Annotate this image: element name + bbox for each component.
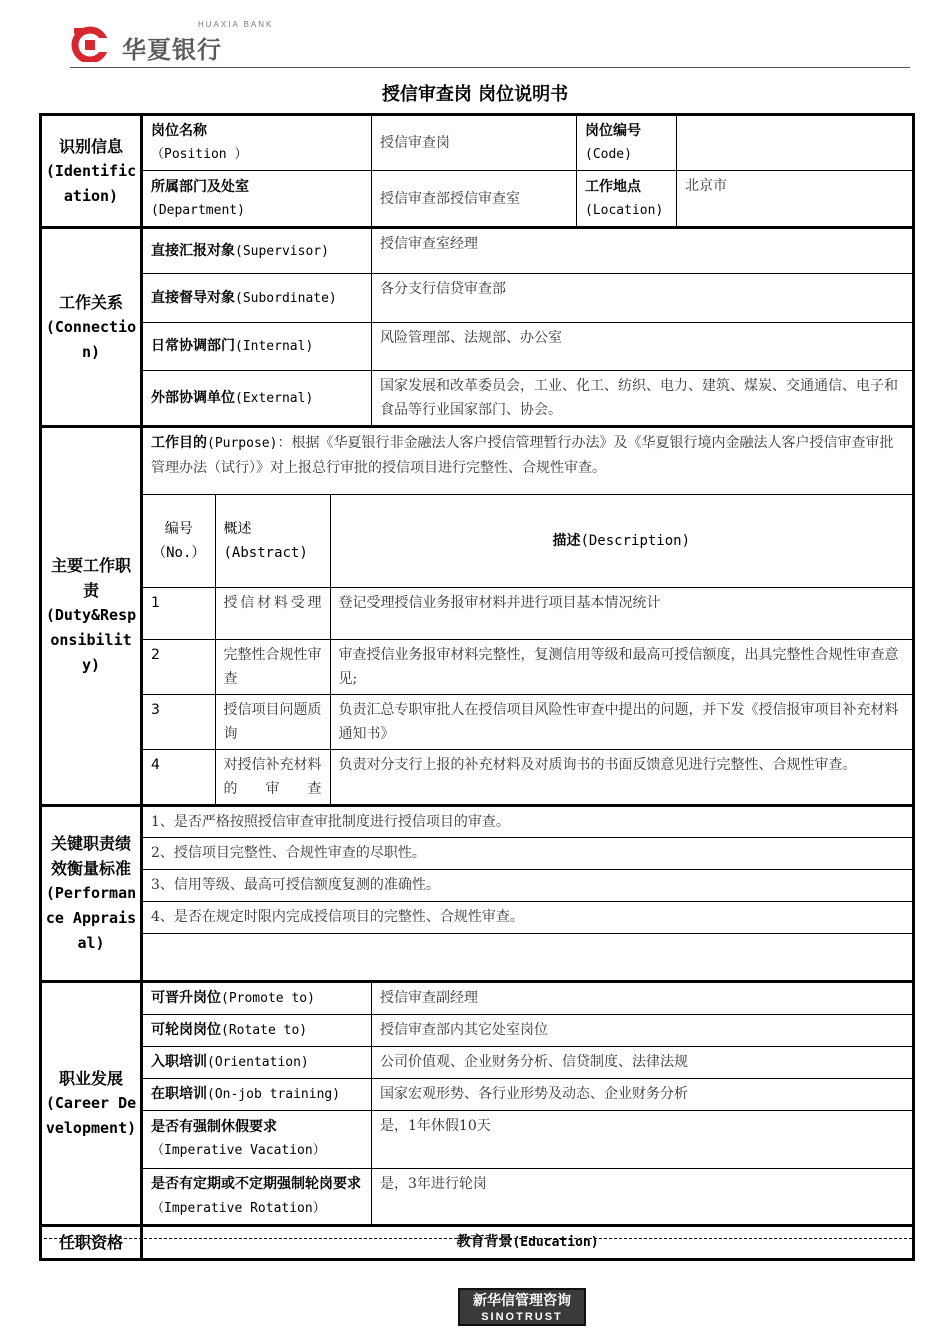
performance-row	[41, 837, 914, 869]
location-label-cell	[577, 171, 677, 228]
performance-row	[41, 805, 914, 837]
relation-value: 各分支行信贷审查部	[372, 274, 914, 323]
code-value	[677, 115, 914, 171]
location-label: 工作地点	[585, 178, 641, 195]
relation-label-cn: 日常协调部门	[151, 338, 235, 354]
position-label-cell	[142, 115, 372, 171]
duty-desc: 登记受理授信业务报审材料并进行项目基本情况统计	[330, 587, 912, 639]
desc-header-cn: 描述	[552, 532, 581, 549]
career-value: 是，1年休假10天	[372, 1110, 914, 1168]
duties-table-cell	[142, 495, 914, 806]
section-title-en: (Career Development)	[45, 1093, 137, 1137]
duties-table	[143, 495, 912, 804]
career-label-en: (Promote to)	[221, 990, 315, 1006]
section-title-en: (Connection)	[45, 317, 137, 361]
relation-label-en: (Subordinate)	[235, 290, 337, 306]
duty-desc: 审查授信业务报审材料完整性，复测信用等级和最高可授信额度，出具完整性合规性审查意见;	[330, 639, 912, 694]
duty-row	[143, 694, 912, 749]
career-value: 国家宏观形势、各行业形势及动态、企业财务分析	[372, 1078, 914, 1110]
section-title-en: (Performance Appraisal)	[45, 883, 137, 952]
performance-section-label	[41, 805, 142, 981]
department-label: 所属部门及处室	[151, 178, 249, 195]
desc-header-en: (Description)	[580, 532, 691, 549]
career-row	[41, 981, 914, 1014]
relations-section-label	[41, 228, 142, 427]
relations-row	[41, 323, 914, 371]
qualification-row	[41, 1225, 914, 1259]
abstract-header	[215, 495, 330, 587]
career-label-cn: 入职培训	[151, 1053, 207, 1070]
career-label-en: (Rotate to)	[221, 1022, 308, 1038]
location-value: 北京市	[677, 171, 914, 228]
department-label-cell	[142, 171, 372, 228]
performance-item: 3、信用等级、最高可授信额度复测的准确性。	[142, 869, 914, 901]
performance-row	[41, 933, 914, 981]
brand-name-en: HUAXIA BANK	[198, 20, 274, 29]
education-label: 教育背景	[456, 1233, 513, 1250]
duty-no: 3	[143, 694, 215, 749]
relations-row	[41, 371, 914, 427]
duty-abstract: 授信材料受理	[215, 587, 330, 639]
career-label	[142, 1014, 372, 1046]
duty-no: 1	[143, 587, 215, 639]
duty-desc: 负责对分支行上报的补充材料及对质询书的书面反馈意见进行完整性、合规性审查。	[330, 749, 912, 804]
performance-item	[142, 933, 914, 981]
no-header-cn: 编号	[164, 520, 193, 537]
career-row	[41, 1014, 914, 1046]
relation-label-cn: 直接汇报对象	[151, 242, 235, 259]
relation-label-en: (External)	[235, 390, 314, 406]
sinotrust-logo	[458, 1288, 586, 1326]
purpose-label-en: (Purpose)	[207, 436, 278, 451]
code-label-cell	[577, 115, 677, 171]
career-label	[142, 1046, 372, 1078]
career-label	[142, 1168, 372, 1225]
career-label	[142, 1110, 372, 1168]
performance-row	[41, 869, 914, 901]
department-value: 授信审查部授信审查室	[372, 171, 577, 228]
duty-abstract: 对授信补充材料的审查	[215, 749, 330, 804]
duties-table-row	[41, 495, 914, 806]
education-header	[142, 1225, 914, 1259]
relation-label	[142, 228, 372, 274]
education-label-en: (Education)	[512, 1234, 599, 1250]
document-title: 授信审查岗 岗位说明书	[381, 84, 569, 105]
section-title: 职业发展	[58, 1068, 123, 1088]
duty-no: 2	[143, 639, 215, 694]
code-label: 岗位编号	[585, 123, 641, 139]
desc-header	[330, 495, 912, 587]
duties-header-row	[143, 495, 912, 587]
huaxia-bank-logo-icon	[70, 26, 110, 62]
career-row	[41, 1046, 914, 1078]
location-label-en: (Location)	[585, 202, 664, 218]
duty-row	[143, 639, 912, 694]
career-section-label	[41, 981, 142, 1225]
relation-value: 风险管理部、法规部、办公室	[372, 323, 914, 371]
department-label-en: (Department)	[151, 202, 245, 218]
relations-row	[41, 274, 914, 323]
duties-section-label	[41, 427, 142, 806]
identification-section-label	[41, 115, 142, 228]
performance-item: 2、授信项目完整性、合规性审查的尽职性。	[142, 837, 914, 869]
brand-name-cn: 华夏银行	[122, 36, 222, 64]
relations-row	[41, 228, 914, 274]
no-header-en: （No.）	[152, 544, 206, 561]
duties-purpose-row	[41, 427, 914, 495]
career-label-en: （Imperative Rotation）	[151, 1200, 326, 1216]
relation-label	[142, 323, 372, 371]
code-label-en: (Code)	[585, 147, 632, 162]
duty-abstract: 授信项目问题质询	[215, 694, 330, 749]
relation-value: 国家发展和改革委员会，工业、化工、纺织、电力、建筑、煤炭、交通通信、电子和食品等行业国家部门、协会。	[372, 371, 914, 427]
career-label	[142, 1078, 372, 1110]
career-label-en: （Imperative Vacation）	[151, 1143, 326, 1158]
career-value: 公司价值观、企业财务分析、信贷制度、法律法规	[372, 1046, 914, 1078]
job-description-table	[39, 113, 915, 1261]
career-row	[41, 1110, 914, 1168]
relation-label	[142, 274, 372, 323]
duty-row	[143, 749, 912, 804]
footer-brand-en: SINOTRUST	[481, 1311, 563, 1323]
section-title: 工作关系	[58, 292, 123, 312]
performance-row	[41, 901, 914, 933]
relation-value: 授信审查室经理	[372, 228, 914, 274]
purpose-cell	[142, 427, 914, 495]
career-label-en: (On-job training)	[207, 1086, 341, 1102]
purpose-text: ：根据《华夏银行非金融法人客户授信管理暂行办法》及《华夏银行境内金融法人客户授信审查审批管理办法（试行）》对上报总行审批的授信项目进行完整性、合规性审查。	[151, 435, 894, 476]
career-row	[41, 1078, 914, 1110]
no-header	[143, 495, 215, 587]
relation-label-cn: 直接督导对象	[151, 289, 235, 306]
duty-no: 4	[143, 749, 215, 804]
duty-desc: 负责汇总专职审批人在授信项目风险性审查中提出的问题，并下发《授信报审项目补充材料通知书》	[330, 694, 912, 749]
position-label: 岗位名称	[151, 123, 207, 139]
relation-label-en: (Supervisor)	[235, 243, 329, 259]
qualification-section-label: 任职资格	[41, 1225, 142, 1259]
career-label-cn: 在职培训	[151, 1085, 207, 1102]
section-title: 主要工作职责	[50, 556, 131, 601]
career-value: 是，3年进行轮岗	[372, 1168, 914, 1225]
career-label-cn: 可晋升岗位	[151, 989, 221, 1006]
career-label-cn: 是否有定期或不定期强制轮岗要求	[151, 1175, 361, 1192]
section-title-en: (Duty&Responsibility)	[45, 606, 137, 675]
abstract-header-en: (Abstract)	[223, 544, 308, 561]
position-value: 授信审查岗	[372, 115, 577, 171]
career-row	[41, 1168, 914, 1225]
position-label-en: （Position ）	[151, 147, 248, 162]
duty-row	[143, 587, 912, 639]
section-title: 关键职责绩效衡量标准	[50, 833, 131, 878]
section-title: 识别信息	[58, 136, 123, 156]
career-value: 授信审查部内其它处室岗位	[372, 1014, 914, 1046]
performance-item: 4、是否在规定时限内完成授信项目的完整性、合规性审查。	[142, 901, 914, 933]
relation-label-en: (Internal)	[235, 339, 314, 354]
section-title-en: (Identification)	[45, 161, 137, 205]
relation-label	[142, 371, 372, 427]
abstract-header-cn: 概述	[223, 520, 252, 537]
career-value: 授信审查副经理	[372, 981, 914, 1014]
page-header	[70, 18, 910, 66]
identification-row-1	[41, 115, 914, 171]
performance-item: 1、是否严格按照授信审查审批制度进行授信项目的审查。	[142, 805, 914, 837]
footer-brand-cn: 新华信管理咨询	[473, 1293, 571, 1309]
identification-row-2	[41, 171, 914, 228]
header-divider	[70, 67, 910, 68]
page-break-line	[39, 1238, 912, 1239]
duty-abstract: 完整性合规性审查	[215, 639, 330, 694]
career-label-cn: 可轮岗岗位	[151, 1021, 221, 1038]
career-label	[142, 981, 372, 1014]
career-label-cn: 是否有强制休假要求	[151, 1119, 277, 1135]
purpose-label: 工作目的	[151, 435, 207, 451]
relation-label-cn: 外部协调单位	[151, 389, 235, 406]
career-label-en: (Orientation)	[207, 1054, 309, 1070]
